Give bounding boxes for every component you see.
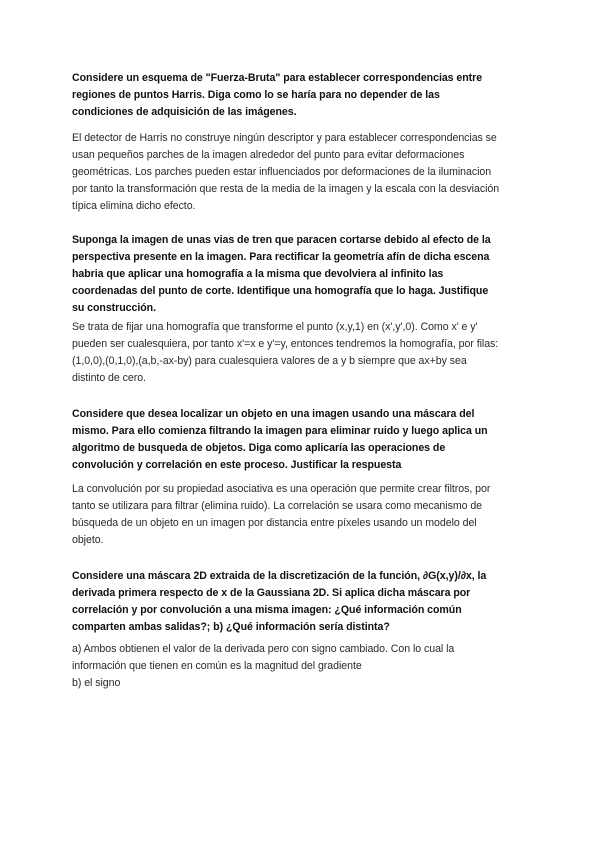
question-4-line: comparten ambas salidas?; b) ¿Qué información sería distinta? [72, 621, 390, 633]
question-3-line: mismo. Para ello comienza filtrando la imagen para eliminar ruido y luego aplica un [72, 425, 488, 437]
answer-2-line: Se trata de fijar una homografía que transforme el punto (x,y,1) en (x',y',0). Como x' e y' [72, 321, 478, 333]
question-2 [72, 232, 524, 317]
answer-3-line: búsqueda de un objeto en un imagen por distancia entre píxeles usando un modelo del [72, 517, 477, 529]
question-2-line: perspectiva presente en la imagen. Para rectificar la geometría afín de dicha escena [72, 251, 490, 263]
question-2-line: coordenadas del punto de corte. Identifique una homografía que lo haga. Justifique [72, 285, 489, 297]
answer-2-line: pueden ser cualesquiera, por tanto x'=x e y'=y, entonces tendremos la homografía, por filas: [72, 338, 499, 350]
question-3-line: convolución y correlación en este proceso. Justificar la respuesta [72, 459, 402, 471]
question-4-line: derivada primera respecto de x de la Gaussiana 2D. Si aplica dicha máscara por [72, 587, 471, 599]
question-4-line: correlación y por convolución a una misma imagen: ¿Qué información común [72, 604, 462, 616]
question-4 [72, 568, 524, 636]
answer-3-line: objeto. [72, 534, 104, 546]
question-3-line: algoritmo de busqueda de objetos. Diga como aplicaría las operaciones de [72, 442, 446, 454]
answer-3-line: tanto se utilizara para filtrar (elimina ruido). La correlación se usara como mecanismo de [72, 500, 483, 512]
question-3 [72, 406, 524, 474]
question-2-line: su construcción. [72, 302, 156, 314]
answer-3 [72, 481, 524, 549]
question-4-line: Considere una máscara 2D extraida de la discretización de la función, ∂G(x,y)/∂x, la [72, 570, 487, 582]
answer-3-line: La convolución por su propiedad asociativa es una operación que permite crear filtros, por [72, 483, 491, 495]
question-1 [72, 70, 524, 121]
answer-1-line: El detector de Harris no construye ningún descriptor y para establecer correspondencias se [72, 132, 497, 144]
question-1-line: condiciones de adquisición de las imágenes. [72, 106, 297, 118]
answer-2-line: (1,0,0),(0,1,0),(a,b,-ax-by) para cualesquiera valores de a y b siempre que ax+by sea [72, 355, 467, 367]
answer-1-line: por tanto la transformación que resta de la media de la imagen y la escala con la desviación [72, 183, 500, 195]
answer-4-line: a) Ambos obtienen el valor de la derivada pero con signo cambiado. Con lo cual la [72, 643, 455, 655]
answer-1-line: típica elimina dicho efecto. [72, 200, 196, 212]
answer-1-line: usan pequeños parches de la imagen alrededor del punto para evitar deformaciones [72, 149, 465, 161]
answer-4-line: b) el signo [72, 677, 121, 689]
answer-2 [72, 319, 524, 387]
question-2-line: habria que aplicar una homografía a la misma que devolviera al infinito las [72, 268, 444, 280]
answer-4-line: información que tienen en común es la magnitud del gradiente [72, 660, 362, 672]
answer-1 [72, 130, 524, 215]
question-3-line: Considere que desea localizar un objeto en una imagen usando una máscara del [72, 408, 475, 420]
answer-1-line: geométricas. Los parches pueden estar influenciados por deformaciones de la iluminacion [72, 166, 492, 178]
answer-2-line: distinto de cero. [72, 372, 146, 384]
question-1-line: Considere un esquema de "Fuerza-Bruta" para establecer correspondencias entre [72, 72, 483, 84]
question-2-line: Suponga la imagen de unas vias de tren que paracen cortarse debido al efecto de la [72, 234, 491, 246]
question-1-line: regiones de puntos Harris. Diga como lo se haría para no depender de las [72, 89, 440, 101]
answer-4 [72, 641, 524, 692]
